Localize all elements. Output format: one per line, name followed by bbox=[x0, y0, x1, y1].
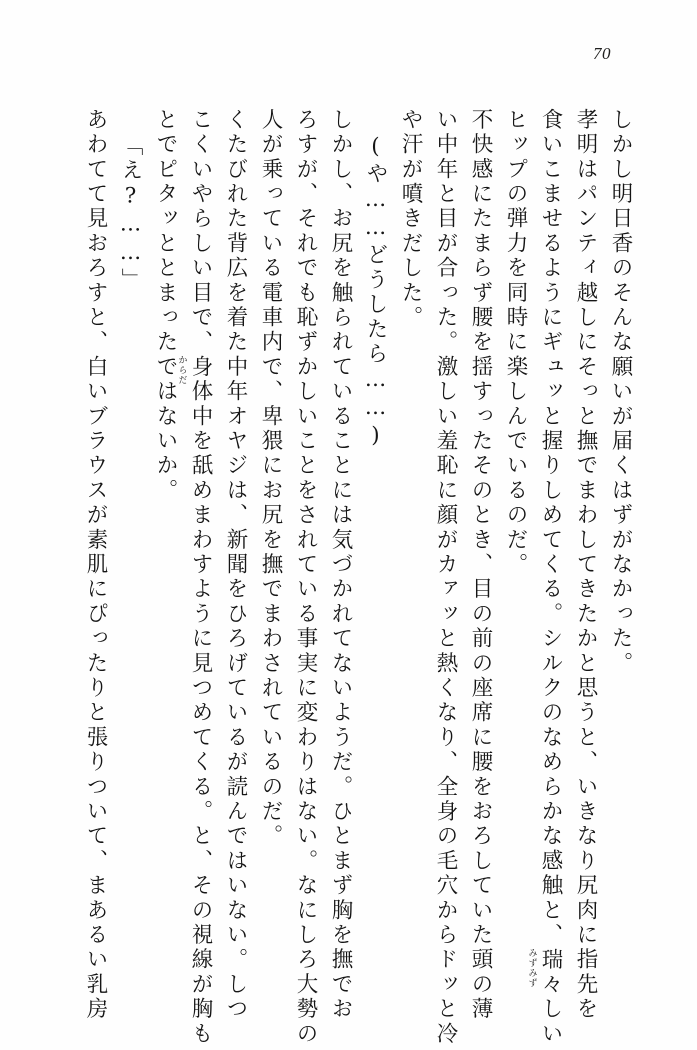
text-line: 「え?……」 bbox=[118, 134, 143, 293]
text-line: (や……どうしたら……) bbox=[363, 134, 388, 452]
text-line: 不快感にたまらず腰を揺すったそのとき、目の前の座席に腰をおろしていた頭の薄 bbox=[468, 108, 493, 1022]
text-line: しかし明日香のそんな願いが届くはずがなかった。 bbox=[608, 108, 633, 677]
text-line: い中年と目が合った。激しい羞恥に顔がカァッと熱くなり、全身の毛穴からドッと冷 bbox=[433, 108, 458, 1047]
text-line: こくいやらしい目で、身体 からだ 中を舐めまわすように見つめてくる。と、その視線が胸も bbox=[176, 108, 213, 1047]
text-line: くたびれた背広を着た中年オヤジは、新聞をひろげているが読んではいない。しつ bbox=[223, 108, 248, 1022]
ruby-annotation: 身体 からだ bbox=[176, 355, 213, 405]
text-line: ろすが、それでも恥ずかしいことをされている事実に変わりはない。なにしろ大勢の bbox=[293, 108, 318, 1047]
text-line: あわてて見おろすと、白いブラウスが素肌にぴったりと張りついて、まあるい乳房 bbox=[83, 108, 108, 1022]
text-line: しかし、お尻を触られていることには気づかれてないようだ。ひとまず胸を撫でお bbox=[328, 108, 353, 1022]
text-line: 孝明はパンティ越しにそっと撫でまわしてきたかと思うと、いきなり尻肉に指先を bbox=[573, 108, 598, 1022]
text-line: や汗が噴きだした。 bbox=[398, 108, 423, 331]
text-line: 食いこませるようにギュッと握りしめてくる。シルクのなめらかな感触と、瑞々 みずみず しい bbox=[526, 108, 563, 1047]
text-line: とでピタッととまったではないか。 bbox=[153, 108, 178, 504]
text-line: ヒップの弾力を同時に楽しんでいるのだ。 bbox=[503, 108, 528, 578]
page-number: 70 bbox=[593, 44, 611, 63]
vertical-text-block bbox=[70, 108, 633, 1047]
text-line: 人が乗っている電車内で、卑猥にお尻を撫でまわされているのだ。 bbox=[258, 108, 283, 849]
ruby-annotation: 瑞々 みずみず bbox=[526, 947, 563, 998]
